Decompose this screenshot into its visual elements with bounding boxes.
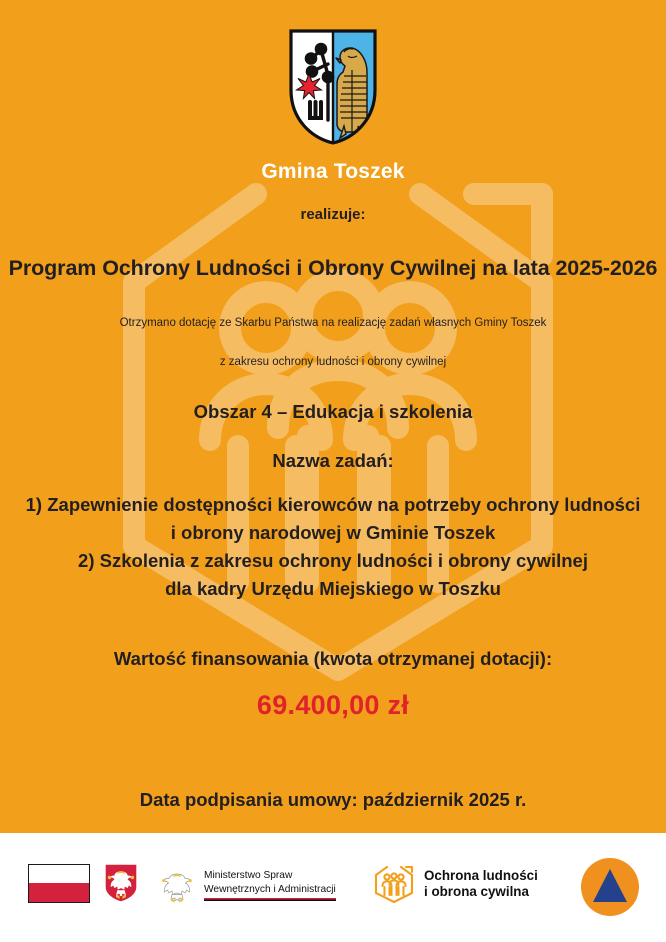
toszek-coat-of-arms	[288, 28, 378, 146]
ministry-line-1: Ministerstwo Spraw	[204, 870, 293, 882]
tasks-list	[0, 491, 666, 603]
agreement-date: Data podpisania umowy: październik 2025 r.	[139, 789, 527, 811]
municipality-name: Gmina Toszek	[261, 160, 405, 183]
flag-stripe-red	[29, 883, 89, 902]
area-label: Obszar 4 – Edukacja i szkolenia	[193, 401, 473, 422]
civil-protection-line-2: i obrona cywilna	[424, 884, 529, 899]
polish-flag-icon	[28, 864, 90, 903]
task-line: 1) Zapewnienie dostępności kierowców na potrzeby ochrony ludności	[25, 494, 641, 515]
polish-coat-of-arms-icon	[104, 863, 138, 903]
task-line: i obrony narodowej w Gminie Toszek	[170, 522, 496, 544]
funding-amount: 69.400,00 zł	[256, 690, 410, 721]
civil-defence-triangle-badge	[581, 858, 639, 916]
ministry-line-2: Wewnętrznych i Administracji	[204, 883, 336, 895]
tasks-heading: Nazwa zadań:	[272, 450, 394, 471]
subsidy-line-1: Otrzymano dotację ze Skarbu Państwa na realizację zadań własnych Gminy Toszek	[119, 317, 547, 329]
civil-protection-people-icon	[373, 864, 415, 904]
realizes-label: realizuje:	[300, 206, 366, 223]
mswia-logo	[157, 865, 336, 905]
program-title: Program Ochrony Ludności i Obrony Cywilnej na lata 2025-2026	[8, 256, 658, 280]
subsidy-line-2: z zakresu ochrony ludności i obrony cywilnej	[219, 356, 447, 368]
civil-protection-line-1: Ochrona ludności	[424, 867, 538, 883]
government-logo-group	[28, 863, 138, 903]
task-line: dla kadry Urzędu Miejskiego w Toszku	[165, 578, 501, 600]
funding-label: Wartość finansowania (kwota otrzymanej dotacji):	[113, 648, 553, 670]
ministry-rule	[204, 898, 336, 901]
flag-stripe-white	[29, 865, 89, 884]
crest-wrap	[0, 0, 666, 146]
civil-protection-logo	[373, 864, 538, 904]
mswia-eagle-icon	[157, 865, 197, 905]
footer-logo-band	[0, 833, 666, 942]
task-line: 2) Szkolenia z zakresu ochrony ludności i obrony cywilnej	[78, 550, 588, 572]
